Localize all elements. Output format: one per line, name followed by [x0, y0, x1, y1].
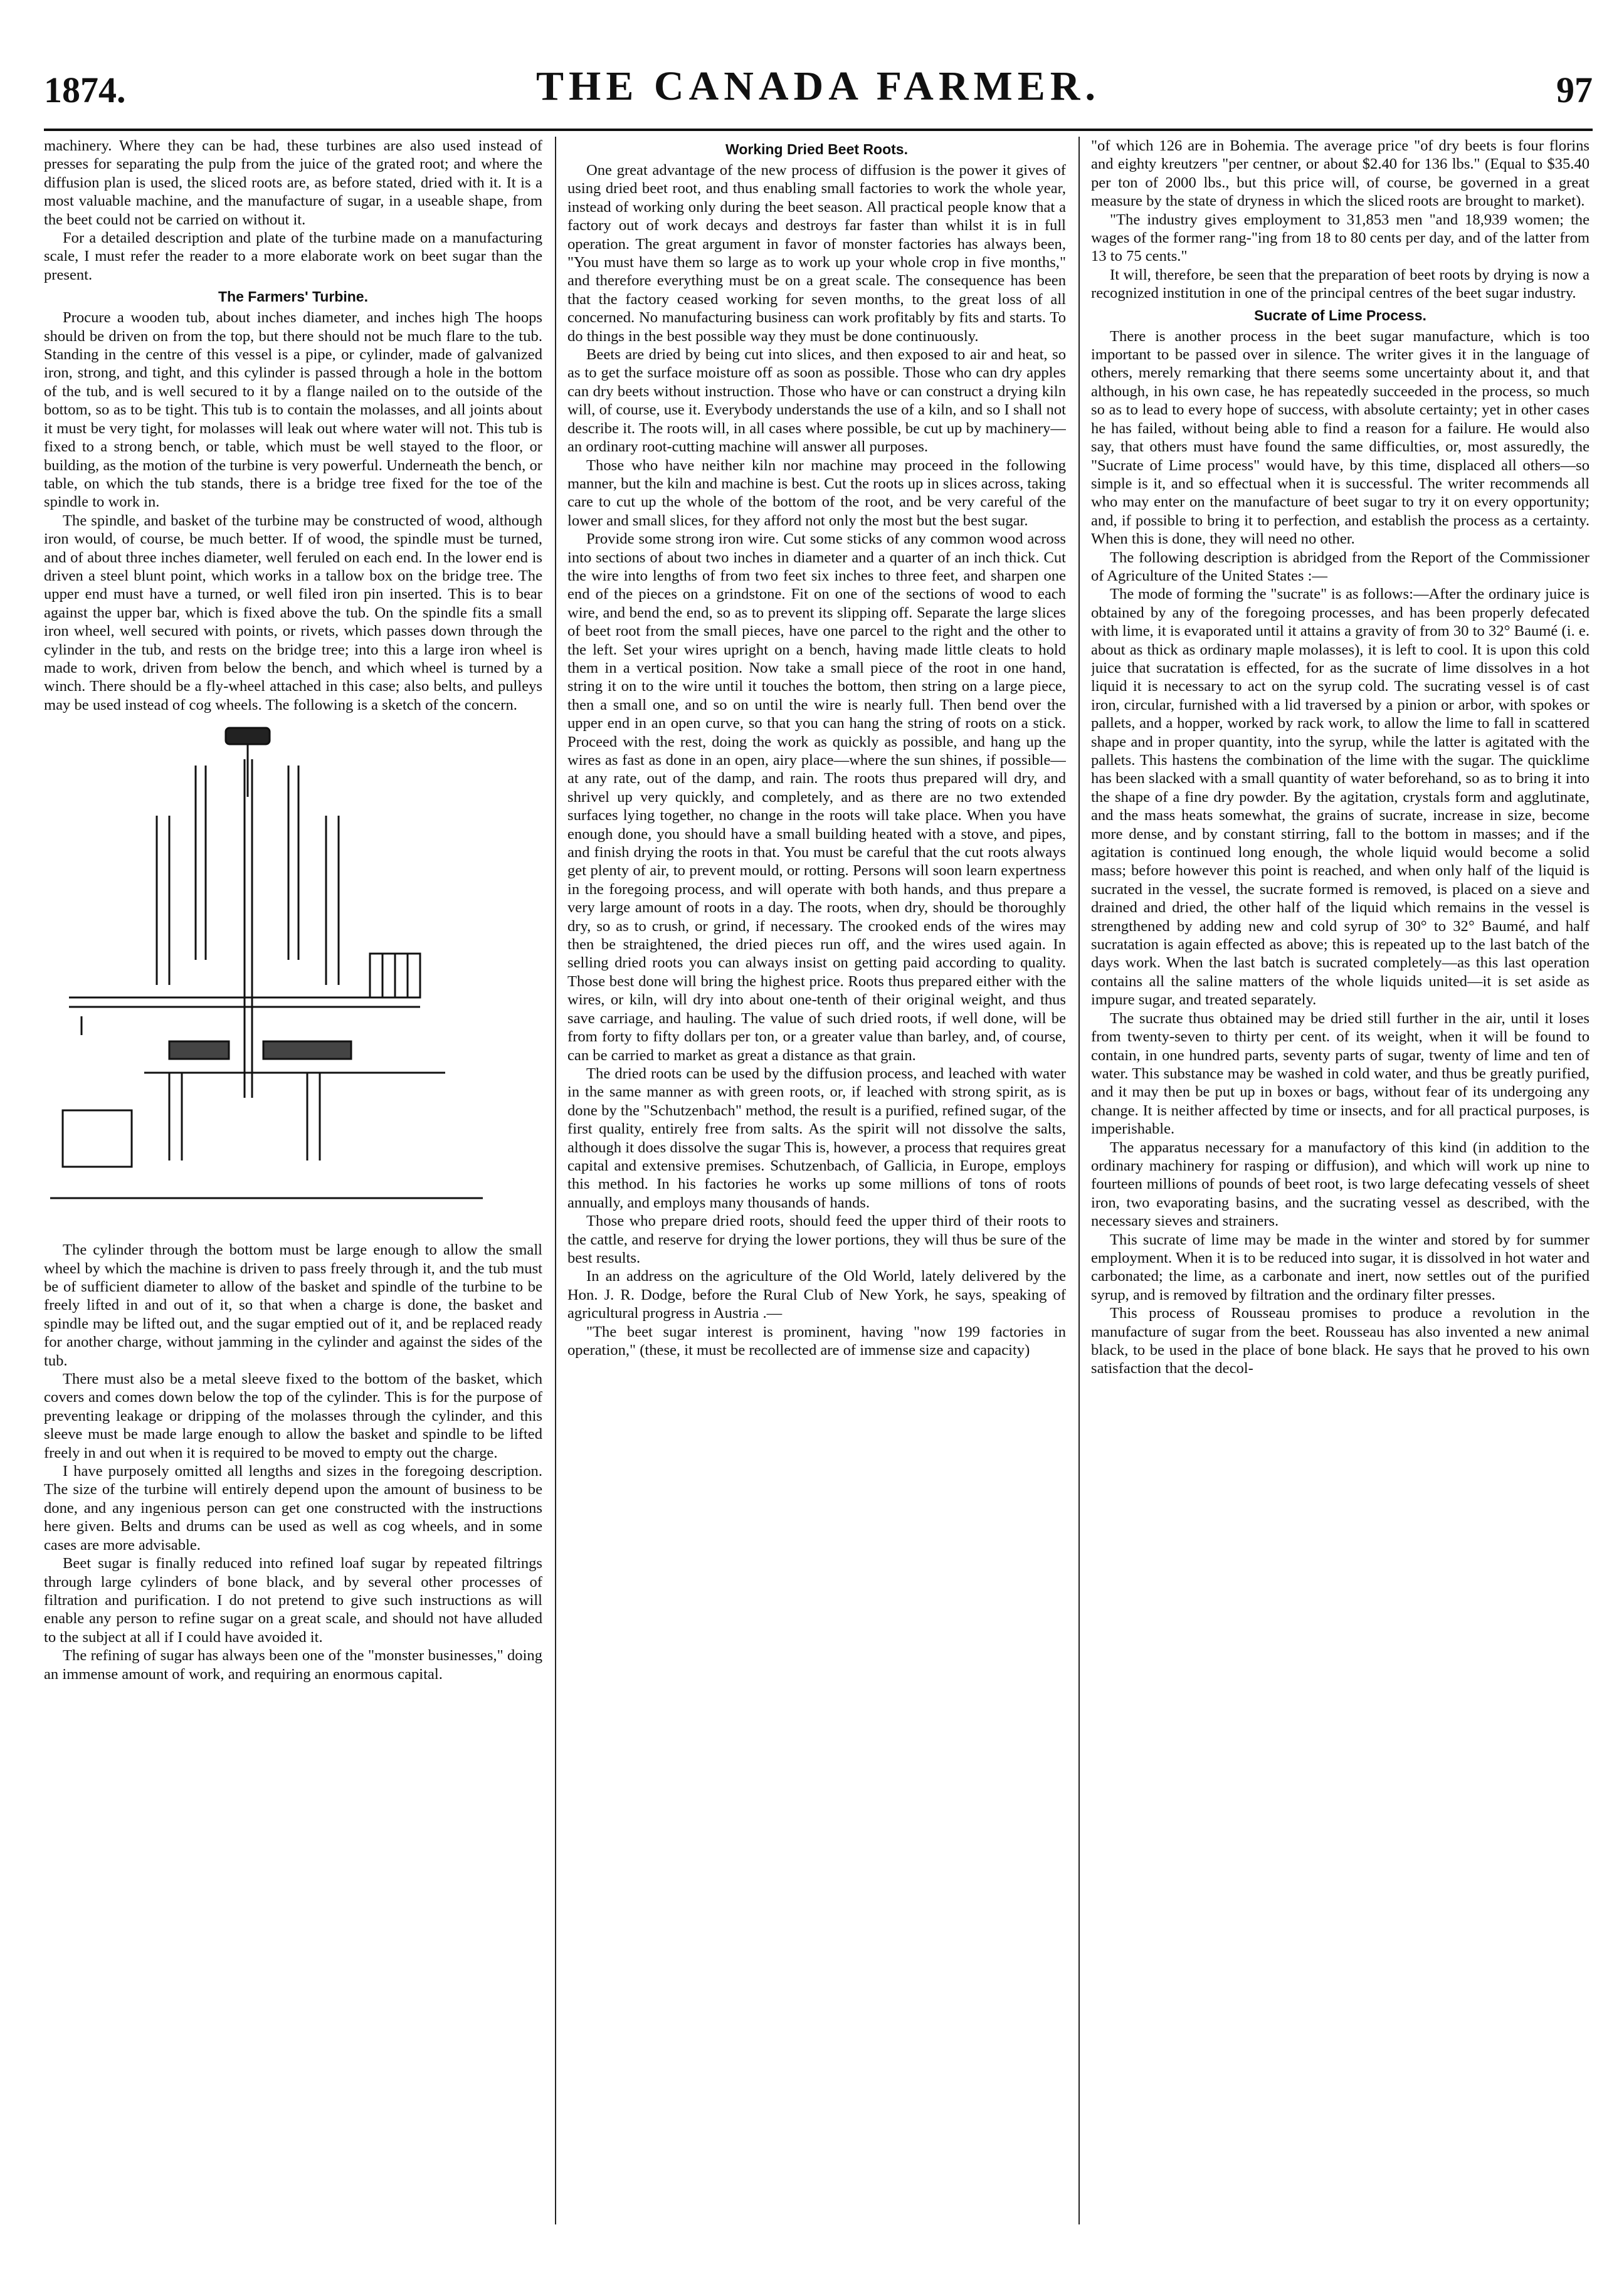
paragraph: The dried roots can be used by the diffusion process, and leached with water in the same manner as with green roots, or, if leached with strong spirit, as is done by the "Schutzenbach" method, the result is a purified, refined sugar, of the first quality, entirely free from salts. As the spirit will not dissolve the salts, although it does dissolve the sugar This is, however, a process that requires great capital and extensive premises. Schutzenbach, of Gallicia, in Europe, employs this method. In his factories he works up some millions of tons of roots annually, and employs many thousands of hands. — [567, 1065, 1066, 1211]
paragraph: In an address on the agriculture of the Old World, lately delivered by the Hon. J. R. Dodge, before the Rural Club of New York, he says, speaking of agricultural progress in Austria .— — [567, 1268, 1066, 1322]
paragraph: The apparatus necessary for a manufactory of this kind (in addition to the ordinary machinery for rasping or diffusion), and which will work up nine to fourteen millions of pounds of beet root, is two large defecating vessels of sheet iron, two evaporating basins, and the sucrating vessel as described, with the necessary sieves and strainers. — [1091, 1139, 1590, 1230]
paragraph: Provide some strong iron wire. Cut some sticks of any common wood across into sections of about two inches in diameter and a quarter of an inch thick. Cut the wire into lengths of from two feet six inches to three feet, and sharpen one end of the pieces on a grindstone. Fit on one of the sections of wood to each wire, and bend the end, so as to prevent its slipping off. Separate the large slices of beet root from the small pieces, have one parcel to the right and the other to the left. Set your wires upright on a bench, having made little cleats to hold them in a vertical position. Now take a small piece of the root in one hand, string it on to the wire until it touches the bottom, then string on a large piece, then a small one, and so on until the wire is nearly full. Then bend over the upper end in an open curve, so that you can hang the string of roots on a stick. Proceed with the rest, doing the work as quickly as possible, and hang up the wires as fast as done in an open, airy place—where the sun shines, if possible—at any rate, out of the damp, and rain. The roots thus prepared will dry, and shrivel up very quickly, and completely, and as there are no two extended surfaces lying together, no change in the roots will take place. When you have enough done, you should have a small building heated with a stove, and pipes, and finish drying the roots in that. You must be careful that the cut roots always get plenty of air, to prevent mould, or rotting. Persons will soon learn expertness in the foregoing process, and will operate with both hands, and thus prepare a very large amount of roots in a day. The roots, when dry, should be thoroughly dry, so as to crush, or grind, if necessary. The crooked ends of the wires may then be straightened, the dried pieces run off, and the wires used again. In selling dried roots you can always insist on getting paid according to quality. Those best done will bring the highest price. Roots thus prepared either with the wires, or kiln, will dry into about one-tenth of their original weight, and thus save carriage, and hauling. The value of such dried roots, if well done, will be from forty to fifty dollars per ton, or a greater value than barley, and, of course, can be carried to market as great a distance as that grain. — [567, 530, 1066, 1064]
section-heading: Working Dried Beet Roots. — [725, 141, 908, 157]
paragraph: The refining of sugar has always been one of the "monster businesses," doing an immense amount of work, and requiring an enormous capital. — [44, 1647, 542, 1683]
paragraph: I have purposely omitted all lengths and sizes in the foregoing description. The size of the turbine will entirely depend upon the amount of business to be done, and any ingenious person can get one constructed with the instructions here given. Belts and drums can be used as well as cog wheels, and in some cases are more advisable. — [44, 1463, 542, 1554]
paragraph: For a detailed description and plate of the turbine made on a manufacturing scale, I must refer the reader to a more elaborate work on beet sugar than the present. — [44, 229, 542, 283]
turbine-sketch — [44, 722, 542, 1236]
paragraph: There must also be a metal sleeve fixed to the bottom of the basket, which covers and comes down below the top of the cylinder. This is for the purpose of preventing leakage or dripping of the molasses through the cylinder, and this sleeve must be made large enough to allow the basket and spindle to be lifted freely in and out when it is required to be moved to empty out the charge. — [44, 1371, 542, 1461]
paragraph: The mode of forming the "sucrate" is as follows:—After the ordinary juice is obtained by any of the foregoing processes, and has been properly defecated with lime, it is evaporated until it attains a gravity of from 30 to 32° Baumé (i. e. about as thick as ordinary maple molasses), it is left to cool. It is upon this cold juice that sucratation is effected, for as the sucrate of lime dissolves in a hot liquid it is necessary to act on the syrup cold. The sucrating vessel is of cast iron, circular, furnished with a lid traversed by a pinion or arbor, with spokes or pallets, and a hopper, worked by rack work, to allow the lime to fall in scattered shape and in proper quantity, into the syrup, while the latter is agitated with the pallets. This hastens the combination of the lime with the sugar. The quicklime has been slacked with a small quantity of water beforehand, so as to bring it into the shape of a fine dry powder. By the agitation, crystals form and agglutinate, and the mass heats somewhat, the grains of sucrate, increase in size, become more dense, and by constant stirring, fall to the bottom in masses; and if the agitation is continued long enough, the whole liquid would become a solid mass; before however this point is reached, and when only half of the liquid is sucrated in the vessel, the sucrate formed is removed, is placed on a sieve and drained and dried, the other half of the liquid which remains in the vessel is strengthened by adding new and cold syrup of 30° to 32° Baumé, and half sucratation is again effected as above; this is repeated up to the last batch of the days work. When the last batch is sucrated completely—as this last operation contains all the saline matters of the whole liquids united—it is set aside as impure sugar, and treated separately. — [1091, 586, 1590, 1009]
page-number: 97 — [1556, 70, 1593, 110]
header-rule — [44, 129, 1593, 131]
section-heading: Sucrate of Lime Process. — [1254, 307, 1426, 324]
issue-year: 1874. — [44, 70, 126, 110]
paragraph: Those who have neither kiln nor machine may proceed in the following manner, but the kiln and machine is best. Cut the roots up in slices across, taking care to cut up the whole of the bottom of the root, and be very careful of the lower and small slices, for they afford not only the most but the best sugar. — [567, 456, 1066, 529]
paragraph: Those who prepare dried roots, should feed the upper third of their roots to the cattle, and reserve for drying the lower portions, they will thus be sure of the best results. — [567, 1213, 1066, 1266]
paragraph: Beet sugar is finally reduced into refined loaf sugar by repeated filtrings through large cylinders of bone black, and by several other processes of filtration and purification. I do not pretend to give such instructions as will enable any person to refine sugar on a great scale, and should not have alluded to the subject at all if I could have avoided it. — [44, 1555, 542, 1646]
paragraph: "The industry gives employment to 31,853 men "and 18,939 women; the wages of the former rang-"ing from 18 to 80 cents per day, and of the latter from 13 to 75 cents." — [1091, 211, 1590, 265]
column-right — [1091, 137, 1590, 2250]
paragraph: "The beet sugar interest is prominent, having "now 199 factories in operation," (these, it must be recollected are of immense size and capacity) — [567, 1323, 1066, 1359]
turbine-sketch-figure — [44, 722, 542, 1236]
paragraph: This process of Rousseau promises to produce a revolution in the manufacture of sugar from the beet. Rousseau has also invented a new animal black, to be used in the place of bone black. He says that he proved to his own satisfaction that the decol- — [1091, 1305, 1590, 1377]
paragraph: The cylinder through the bottom must be large enough to allow the small wheel by which the machine is driven to pass freely through it, and the tub must be of sufficient diameter to allow of the basket and spindle of the turbine to be freely lifted in and out of it, so that when a charge is done, the basket and spindle may be lifted out, and the sugar emptied out of it, and be replaced ready for another charge, without jamming in the cylinder and against the sides of the tub. — [44, 1241, 542, 1369]
column-divider — [555, 137, 556, 2224]
section-heading: The Farmers' Turbine. — [218, 288, 368, 305]
column-left — [44, 137, 542, 2250]
paragraph: It will, therefore, be seen that the preparation of beet roots by drying is now a recognized institution in one of the principal centres of the beet sugar industry. — [1091, 266, 1590, 302]
paragraph: Procure a wooden tub, about inches diameter, and inches high The hoops should be driven on from the top, but there should not be much flare to the tub. Standing in the centre of this vessel is a pipe, or cylinder, made of galvanized iron, strong, and tight, and this cylinder is passed through a hole in the bottom of the tub, and is well secured to it by a flange nailed on to the outside of the bottom, so as to be tight. This tub is to contain the molasses, and all joints about it must be very tight, for molasses will leak out where water will not. This tub is fixed to a strong bench, or table, which must be well stayed to the floor, or building, as the motion of the turbine is very powerful. Underneath the bench, or table, on which the tub stands, there is a bridge tree fixed for the toe of the spindle to work in. — [44, 309, 542, 511]
paragraph: "of which 126 are in Bohemia. The average price "of dry beets is four florins and eighty kreutzers "per centner, or about $2.40 for 136 lbs." (Equal to $35.40 per ton of 2000 lbs., but this price will, of course, be governed in a great measure by the state of dryness in which the sliced roots are brought to market). — [1091, 137, 1590, 210]
masthead — [44, 63, 1593, 119]
column-divider — [1078, 137, 1080, 2224]
newspaper-title: THE CANADA FARMER. — [536, 63, 1100, 109]
paragraph: The sucrate thus obtained may be dried still further in the air, until it loses from twenty-seven to thirty per cent. of its weight, when it will be found to contain, in one hundred parts, seventy parts of sugar, twenty of lime and ten of water. This substance may be washed in cold water, and thus be greatly purified, and it may then be put up in boxes or bags, without fear of its undergoing any change. It is neither affected by time or insects, and for all practical purposes, is imperishable. — [1091, 1009, 1590, 1138]
paragraph: The spindle, and basket of the turbine may be constructed of wood, although iron would, of course, be much better. If of wood, the spindle must be turned, and of about three inches diameter, well feruled on each end. In the lower end is driven a steel blunt point, which works in a tallow box on the bridge tree. The upper end must have a turned, or well filed iron pin inserted. This is to bear against the upper bar, which is fixed above the tub. On the spindle fits a small iron wheel, well secured with points, or rivets, which passes down through the cylinder in the tub, and rests on the bridge tree; into this a large iron wheel is made to work, driven from below the bench, and which wheel is turned by a winch. There should be a fly-wheel attached in this case; also belts, and pulleys may be used instead of cog wheels. The following is a sketch of the concern. — [44, 512, 542, 713]
paragraph: Beets are dried by being cut into slices, and then exposed to air and heat, so as to get the surface moisture off as soon as possible. Those who can dry apples can dry beets without instruction. Those who have or can construct a drying kiln will, of course, use it. Everybody understands the use of a kiln, and so I shall not describe it. The roots will, in all cases where possible, be cut up by machinery—an ordinary root-cutting machine will answer all purposes. — [567, 346, 1066, 456]
column-middle — [567, 137, 1066, 2250]
paragraph: This sucrate of lime may be made in the winter and stored by for summer employment. When it is to be reduced into sugar, it is dissolved in hot water and carbonated; the lime, as a carbonate and inert, now settles out of the purified syrup, and is removed by filtration and the ordinary filter presses. — [1091, 1231, 1590, 1303]
paragraph: One great advantage of the new process of diffusion is the power it gives of using dried beet root, and thus enabling small factories to work the whole year, instead of working only during the beet season. All practical people know that a factory out of work decays and destroys far faster than whilst it is in full operation. The great argument in favor of monster factories has always been, "You must have them so large as to work up your whole crop in five months," and therefore everything must be on a great scale. The consequence has been that the factory ceased working for seven months, to the great loss of all concerned. No manufacturing business can work profitably by fits and starts. To do things in the best possible way they must be done continuously. — [567, 162, 1066, 345]
paragraph: There is another process in the beet sugar manufacture, which is too important to be passed over in silence. The writer gives it in the language of others, merely remarking that there seems some uncertainty about it, and that although, in his own case, he has repeatedly succeeded in the process, so much so as to lead to every hope of success, with absolute certainty; yet in other cases he has failed, without being able to find a reason for a failure. He would also say, that others must have found the same difficulties, or, most assuredly, the "Sucrate of Lime process" would have, by this time, displaced all others—so simple is it, and so effectual when it is successful. The writer recommends all who may enter on the manufacture of beet sugar to try it on every opportunity; and, if possible to bring it to perfection, and establish the process as a certainty. When this is done, they will need no other. — [1091, 327, 1590, 548]
paragraph: The following description is abridged from the Report of the Commissioner of Agriculture of the United States :— — [1091, 549, 1590, 584]
paragraph: machinery. Where they can be had, these turbines are also used instead of presses for separating the pulp from the juice of the grated root; and where the diffusion plan is used, the sliced roots are, as before stated, dried with it. It is a most valuable machine, and the manufacture of sugar, in a useable shape, from the beet could not be carried on without it. — [44, 137, 542, 228]
